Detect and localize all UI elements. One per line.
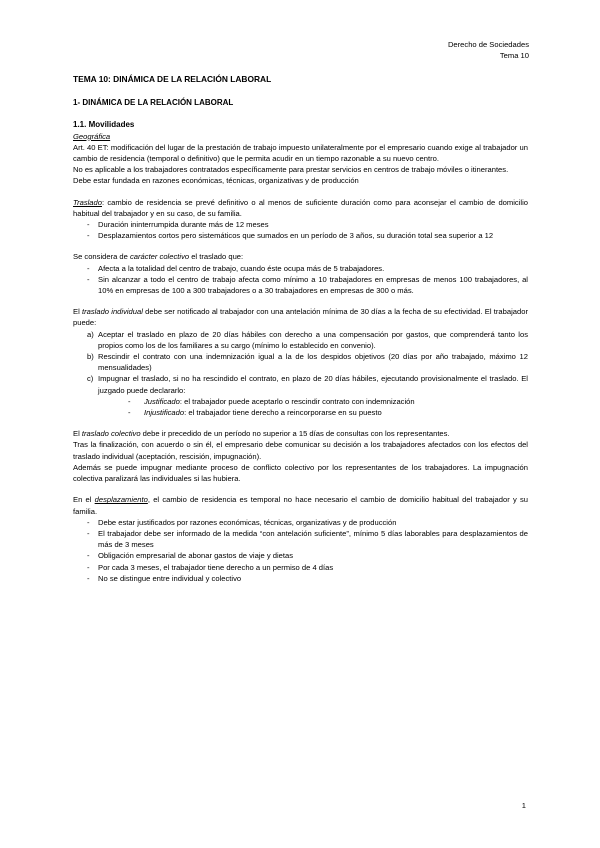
- geografica-label: Geográfica: [73, 131, 111, 141]
- geografica-paragraph-2: No es aplicable a los trabajadores contratados específicamente para prestar servicios en centros de trabajo móviles o itinerantes.: [73, 165, 509, 175]
- header-topic: Tema 10: [499, 50, 529, 60]
- traslado-list: [73, 219, 528, 241]
- main-content: [73, 74, 528, 584]
- geografica-paragraph-1: Art. 40 ET: modificación del lugar de la prestación de trabajo impuesto unilateralmente por el empresario cuando exige al trabajador un cambio de residencia (temporal o definitivo) que le permita acudir en un tiempo razonable a su nuevo centro.: [73, 142, 528, 164]
- list-item: - Afecta a la totalidad del centro de trabajo, cuando éste ocupa más de 5 trabajadores.: [73, 263, 528, 274]
- subsection-heading: 1.1. Movilidades: [73, 120, 135, 130]
- list-item: - Debe estar justificados por razones económicas, técnicas, organizativas y de producción: [73, 517, 528, 528]
- colectivo-list: [73, 263, 528, 297]
- header-course: Derecho de Sociedades: [447, 40, 529, 49]
- list-item: - Justificado: el trabajador puede aceptarlo o rescindir contrato con indemnización: [98, 396, 528, 407]
- list-item: - No se distingue entre individual y colectivo: [73, 573, 528, 584]
- colectivo-term: carácter colectivo: [130, 252, 190, 262]
- juzgado-sublist: [98, 396, 528, 418]
- traslado-paragraph: Traslado: cambio de residencia se prevé definitivo o al menos de suficiente duración como para aconsejar el cambio de domicilio habitual del trabajador y en su caso, de su familia.: [73, 197, 528, 218]
- colectivo-traslado-paragraph-2: Tras la finalización, con acuerdo o sin él, el empresario debe comunicar su decisión a los trabajadores afectados con los efectos del traslado individual (aceptación, rescisión, impugnación).: [73, 440, 528, 461]
- running-header: [448, 40, 529, 61]
- traslado-colectivo-term: traslado colectivo: [81, 429, 141, 439]
- list-item: - El trabajador debe ser informado de la medida “con antelación suficiente”, mínimo 5 días laborables para desplazamientos de más de 3 meses: [73, 528, 528, 550]
- list-item: c) Impugnar el traslado, si no ha rescindido el contrato, en plazo de 20 días hábiles, ejecutando provisionalmente el traslado. El juzgado puede declararlo: - Justificado: el trabajador puede aceptarlo o rescindir contrato con indemnización - Injustificado: el trabajador tiene derecho a reincorporarse en su puesto: [73, 373, 528, 418]
- desplazamiento-paragraph: En el desplazamiento, el cambio de residencia es temporal no hace necesario el cambio de domicilio habitual del trabajador y su familia.: [73, 495, 529, 516]
- list-item: b) Rescindir el contrato con una indemnización igual a la de los despidos objetivos (20 días por año trabajado, máximo 12 mensualidades): [87, 352, 528, 373]
- list-item: a) Aceptar el traslado en plazo de 20 días hábiles con derecho a una compensación por gastos, que comprenderá tanto los propios como los de los familiares a su cargo (mínimo lo establecido en convenio).: [87, 329, 528, 350]
- list-item: - Por cada 3 meses, el trabajador tiene derecho a un permiso de 4 días: [73, 562, 528, 573]
- desplazamiento-list: [73, 517, 528, 584]
- colectivo-traslado-paragraph: El traslado colectivo debe ir precedido de un período no superior a 15 días de consultas con los representantes.: [73, 429, 450, 439]
- traslado-term: Traslado: [73, 197, 102, 207]
- desplazamiento-term: desplazamiento: [94, 495, 148, 505]
- section-heading: 1- DINÁMICA DE LA RELACIÓN LABORAL: [73, 98, 234, 108]
- colectivo-intro: Se considera de carácter colectivo el traslado que:: [73, 252, 244, 262]
- colectivo-traslado-paragraph-3: Además se puede impugnar mediante proceso de conflicto colectivo por los representantes de los trabajadores. La impugnación colectiva paralizará las individuales si las hubiera.: [73, 462, 528, 484]
- geografica-paragraph-3: Debe estar fundada en razones económicas, técnicas, organizativas y de producción: [73, 176, 359, 186]
- list-item: - Desplazamientos cortos pero sistemáticos que sumados en un período de 3 años, su duración total sea superior a 12: [73, 230, 528, 241]
- page-title: TEMA 10: DINÁMICA DE LA RELACIÓN LABORAL: [73, 74, 272, 84]
- list-item: - Obligación empresarial de abonar gastos de viaje y dietas: [73, 550, 528, 561]
- individual-intro: El traslado individual debe ser notificado al trabajador con una antelación mínima de 30 días a la fecha de su efectividad. El trabajador puede:: [73, 307, 528, 328]
- list-item: - Duración ininterrumpida durante más de 12 meses: [73, 219, 528, 230]
- list-item: - Sin alcanzar a todo el centro de trabajo afecta como mínimo a 10 trabajadores en empresas de menos 100 trabajadores, al 10% en empresas de 100 a 300 trabajadores o a 30 trabajadores en empresas de 300 o más.: [73, 274, 528, 296]
- list-item: - Injustificado: el trabajador tiene derecho a reincorporarse en su puesto: [98, 407, 528, 418]
- page-number: 1: [521, 801, 526, 810]
- individual-term: traslado individual: [82, 307, 143, 317]
- individual-options-list: [73, 329, 528, 419]
